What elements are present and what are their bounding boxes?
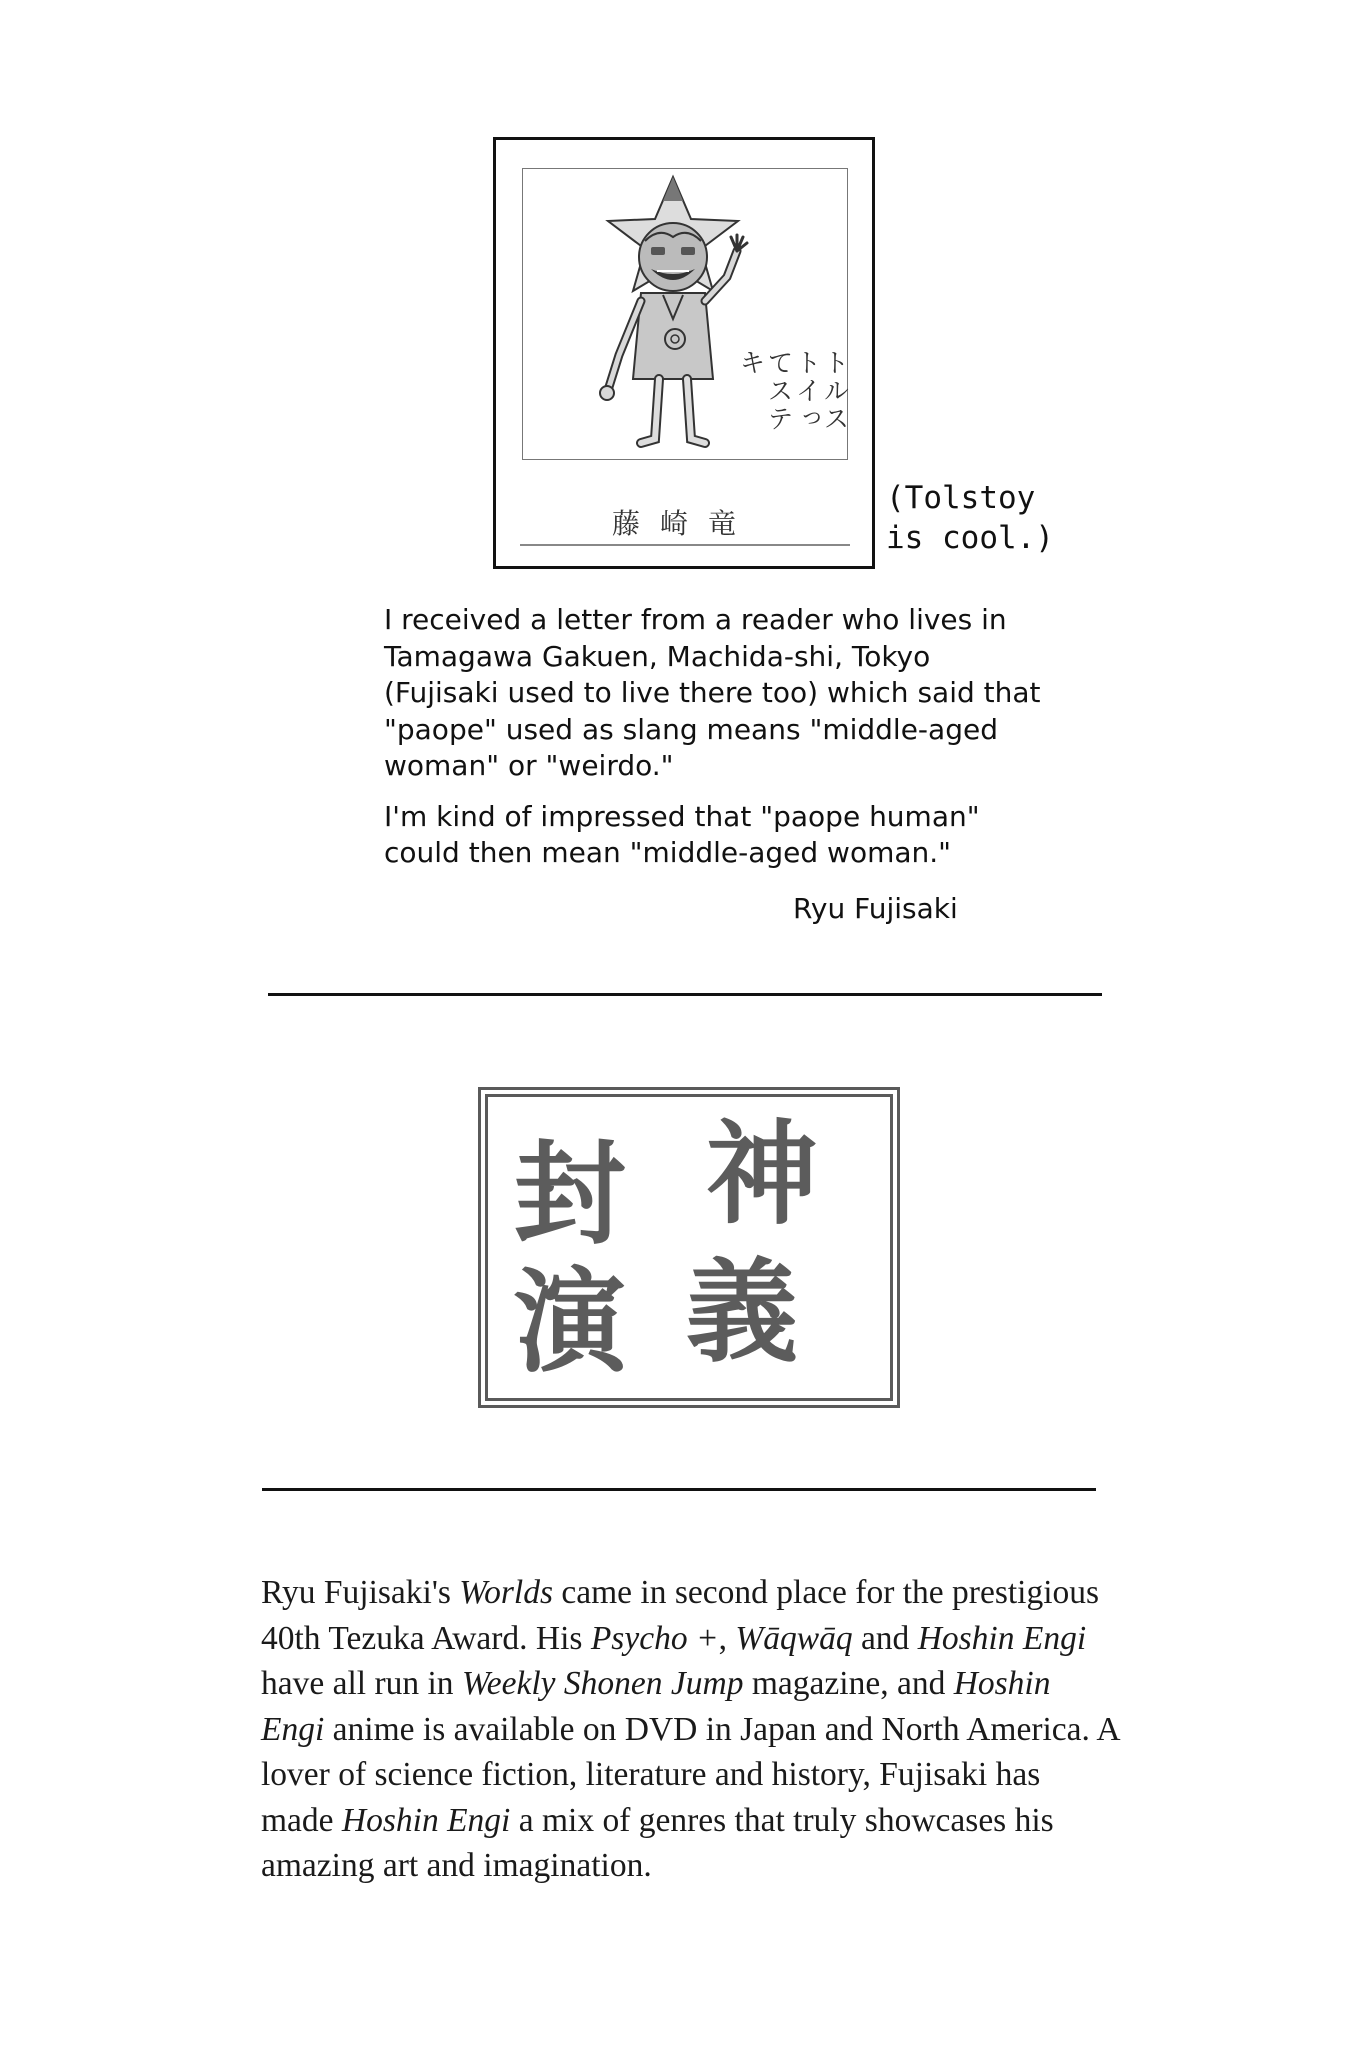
- bio-title-psycho-plus: Psycho +: [590, 1619, 719, 1657]
- portrait-frame: [522, 168, 848, 460]
- bio-text: and: [852, 1619, 918, 1657]
- caption-translation-line-1: (Tolstoy: [886, 480, 1036, 516]
- author-biography: [261, 1570, 1121, 1889]
- caption-translation: [886, 478, 1056, 558]
- author-portrait-card: [493, 137, 875, 569]
- divider-bottom: [262, 1488, 1096, 1491]
- bio-text: a mix of genres that truly showcases his amazing art and imagination.: [261, 1801, 1054, 1884]
- caption-translation-line-2: is cool.): [886, 520, 1054, 556]
- author-note-paragraph-2: I'm kind of impressed that "paope human" could then mean "middle-aged woman.": [384, 799, 980, 869]
- bio-text: have all run in: [261, 1665, 462, 1702]
- bio-title-worlds: Worlds: [459, 1574, 554, 1611]
- bio-title-hoshin-engi: Hoshin Engi: [261, 1665, 1051, 1748]
- author-note-signature: Ryu Fujisaki: [793, 892, 958, 925]
- bio-title-hoshin-engi: Hoshin Engi: [917, 1619, 1087, 1657]
- bio-text: ,: [718, 1619, 736, 1657]
- bio-text: came in second place for the prestigious 40th Tezuka Award. His: [261, 1574, 1100, 1657]
- divider-top: [268, 993, 1102, 996]
- bio-text: anime is available on DVD in Japan and North America. A lover of science fiction, literature and history, Fujisaki has made: [261, 1710, 1119, 1839]
- bio-text: magazine, and: [743, 1665, 954, 1702]
- signature-underline: [520, 544, 850, 546]
- bio-title-waqwaq: Wāqwāq: [735, 1619, 853, 1657]
- bio-title-hoshin-engi: Hoshin Engi: [341, 1801, 511, 1839]
- seal-character-3: 義: [686, 1247, 798, 1378]
- author-note-paragraph-1: I received a letter from a reader who lives in Tamagawa Gakuen, Machida-shi, Tokyo (Fujisaki used to live there too) which said that "paope" used as slang means "middle-aged woman" or "weirdo.": [384, 603, 1041, 782]
- author-note: [384, 602, 1044, 886]
- seal-character-1: 神: [706, 1109, 818, 1240]
- bio-text: Ryu Fujisaki's: [261, 1574, 460, 1611]
- japanese-caption: トルストイってステキ: [735, 349, 849, 433]
- seal-character-2: 封: [514, 1129, 626, 1260]
- seal-character-4: 演: [514, 1257, 626, 1388]
- author-signature-japanese: 藤崎竜: [611, 507, 756, 540]
- hoshin-engi-seal-logo: [478, 1087, 900, 1408]
- bio-title-weekly-shonen-jump: Weekly Shonen Jump: [461, 1665, 744, 1702]
